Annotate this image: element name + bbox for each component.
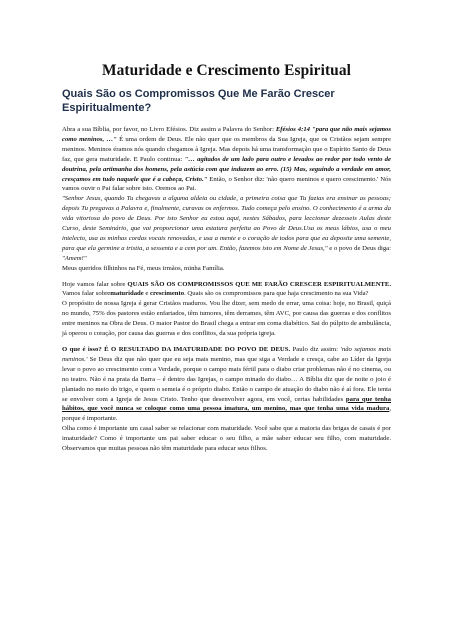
text-run: , porque é importante. [62,405,391,423]
text-run: 'não sejamos mais meninos.' [62,346,391,363]
text-run: É uma ordem de Deus. Ele não quer que os membros da Sua Igreja, que os Cristãos sejam sempre meninos. Meninos éramos nós quando chegamos à Igreja. Mas depois há uma transformação que o Espírito Santo de Deus faz, que gera maturidade. E Paulo continua: [62,135,391,163]
paragraph-7: Olha como é importante um casal saber se relacionar com maturidade. Você sabe que a maioria das brigas de casais é por imaturidade? Como é importante um pai saber educar o seu filho, a mãe saber educar seu filho, com maturidade. Observamos que muitas pessoas não têm maturidade para educar seus filhos. [62,425,391,453]
text-run: "Amem!" [62,254,87,262]
paragraph-5: O propósito de nossa Igreja é gerar Cristãos maduros. Vou lhe dizer, sem medo de errar, uma coisa: hoje, no Brasil, quiçá no mundo, 75% dos pastores estão enfartados, têm tumores, têm derrames, têm AVC, por causa das guerras e dos conflitos entre meninos na Obra de Deus. O maior Pastor do Brasil chega a entrar em coma diabético. Sai do púlpito de ambulância, já operou o coração, por causa das guerras e dos conflitos, da sua própria igreja. [62,300,391,338]
text-run: para que tenha hábitos, que você nunca se coloque como uma pessoa imatura, um menino, mas que tenha uma vida madura [62,395,391,413]
text-run: Vamos falar sobre [62,290,111,298]
text-run: crescimento [150,290,185,298]
document-title: Maturidade e Crescimento Espiritual [101,62,351,79]
text-run: "… agitados de um lado para outro e levados ao redor por todo vento de doutrina, pela artimanha dos homens, pela astúcia com que induzem ao erro. (15) Mas, seguindo a verdade em amor, cresçamos em tudo naquele que é a cabeça, Cristo." [62,155,391,183]
section-heading: Quais São os Compromissos Que Me Farão Crescer Espiritualmente? [62,88,335,115]
document-body [62,125,391,454]
paragraph-3: Meus queridos filhinhos na Fé, meus irmãos, minha Família. [62,264,225,272]
text-run: Paulo diz assim: [290,346,341,354]
paragraph-6 [62,345,391,424]
text-run: e o povo de Deus diga: [327,244,391,252]
text-run: Abra a sua Bíblia, por favor, no Livro Efésios. Diz assim a Palavra do Senhor: [62,125,276,133]
text-run: O que é isso? É O RESULTADO DA IMATURIDADE DO POVO DE DEUS. [62,346,291,354]
text-run: Se Deus diz que não quer que eu seja mais menino, mas que siga a Verdade e cresça, cabe ao Líder da Igreja levar o povo ao crescimento com a Verdade, porque o campo mais fértil para o diabo criar problemas não é no cinema, ou no teatro. Não é na praia da Barra – é dentro das Igrejas, o campo minado do diabo… A Bíblia diz que de noite o joio é plantado no meio do trigo, e quem o semeia é o próprio diabo. Então o campo de atuação do diabo não é aí fora. Ele tenta se envolver com a Igreja de Jesus Cristo. Tenho que desenvolver agora, em você, certas habilidades [62,355,391,403]
paragraph-2 [62,194,391,263]
text-run: QUAIS SÃO OS COMPROMISSOS QUE ME FARÃO CRESCER ESPIRITUALMENTE. [127,280,391,288]
paragraph-4 [62,280,391,300]
text-run: maturidade [110,290,144,298]
text-run: Efésios 4:14 "para que não mais sejamos como meninos, …" [62,125,391,143]
text-run: "Senhor Jesus, quando Tu chegavas a alguma aldeia ou cidade, a primeira coisa que Tu fazias era ensinar as pessoas; depois Tu pregavas a Palavra e, finalmente, curavas os enfermos. Tudo começa pelo ensino. O conhecimento é a arma da vida vitoriosa do povo de Deus. Por isto Senhor eu estou aqui, nestes Sábados, para leccionar dezesseis Aulas deste Curso, deste Seminário, que vai proporcionar uma estatura perfeita ao Povo de Deus.Usa os meus lábios, usa o meu intelecto, usa as minhas cordas vocais renovadas, e usa a mente e o coração de todos para que eu deposite uma semente, para que ela germine a tristia, a sessenta e a cem por um. Então, fazemos isto em Nome de Jesus," [62,195,391,252]
text-run: . Quais são os compromissos para que haja crescimento na sua Vida? [184,290,369,298]
text-run: e [143,290,151,298]
text-run: Hoje vamos falar sobre [62,280,128,288]
text-run: Então, o Senhor diz: 'não quero meninos e quero crescimento.' Nós vamos ouvir o Pai falar sobre isto. Oremos ao Pai. [62,175,391,193]
paragraph-1 [62,125,391,194]
